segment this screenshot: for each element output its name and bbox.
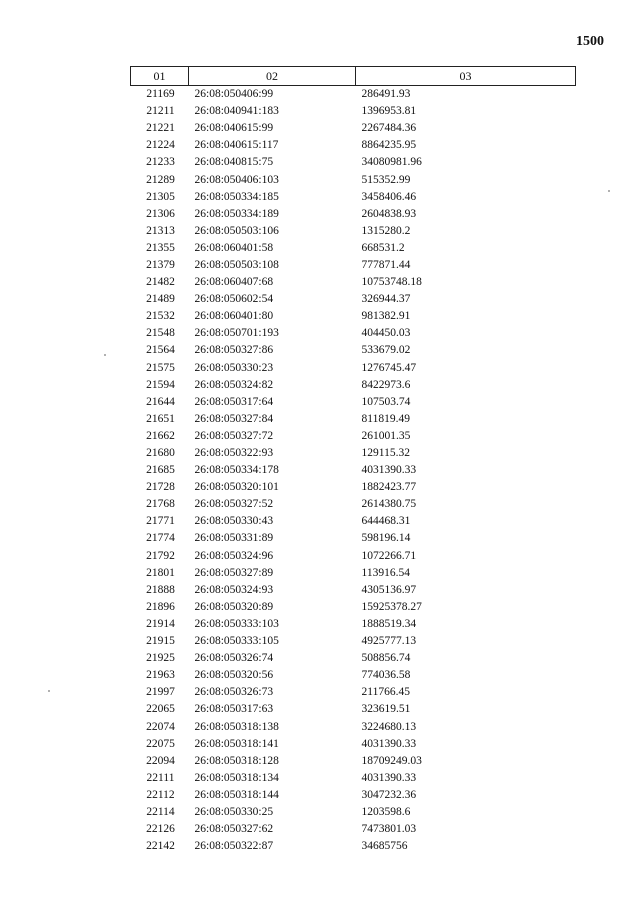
cell-value: 3047232.36 bbox=[361, 788, 417, 801]
cell-number: 21915 bbox=[146, 635, 175, 648]
cell-cadastral-id: 26:08:050503:106 bbox=[194, 224, 279, 237]
cell-value: 811819.49 bbox=[361, 412, 410, 425]
cell-number: 21224 bbox=[146, 139, 175, 152]
table-row bbox=[131, 548, 576, 565]
cell-cadastral-id: 26:08:050327:84 bbox=[194, 412, 274, 425]
cell-value: 261001.35 bbox=[361, 429, 411, 442]
cell-value: 4925777.13 bbox=[361, 635, 417, 648]
cell-cadastral-id: 26:08:050327:52 bbox=[194, 498, 274, 511]
cell-cadastral-id: 26:08:050317:64 bbox=[194, 395, 274, 408]
table-row bbox=[131, 753, 576, 770]
cell-number: 21305 bbox=[146, 190, 175, 203]
cell-cadastral-id: 26:08:050503:108 bbox=[194, 258, 279, 271]
table-row bbox=[131, 838, 576, 855]
cell-number: 21221 bbox=[146, 122, 175, 135]
cell-value: 7473801.03 bbox=[361, 823, 417, 836]
cell-value: 1276745.47 bbox=[361, 361, 417, 374]
table-row bbox=[131, 445, 576, 462]
cell-number: 21313 bbox=[146, 224, 175, 237]
table-row bbox=[131, 462, 576, 479]
table-body bbox=[131, 86, 576, 856]
table-row bbox=[131, 377, 576, 394]
cell-number: 21594 bbox=[146, 378, 175, 391]
cell-cadastral-id: 26:08:050406:103 bbox=[194, 173, 279, 186]
cell-number: 21169 bbox=[146, 88, 175, 101]
cell-number: 21771 bbox=[146, 515, 175, 528]
cell-value: 10753748.18 bbox=[361, 276, 422, 289]
cell-cadastral-id: 26:08:050322:93 bbox=[194, 447, 274, 460]
header-row bbox=[131, 67, 576, 86]
cell-number: 22065 bbox=[146, 703, 175, 716]
table-row bbox=[131, 154, 576, 171]
table-row bbox=[131, 770, 576, 787]
cell-cadastral-id: 26:08:050324:96 bbox=[194, 549, 274, 562]
cell-cadastral-id: 26:08:050318:141 bbox=[194, 737, 279, 750]
scan-speck bbox=[608, 190, 610, 192]
cell-value: 323619.51 bbox=[361, 703, 411, 716]
cell-cadastral-id: 26:08:050330:43 bbox=[194, 515, 274, 528]
table-row bbox=[131, 325, 576, 342]
table-row bbox=[131, 565, 576, 582]
table-row bbox=[131, 530, 576, 547]
cell-number: 21896 bbox=[146, 600, 175, 613]
table-row bbox=[131, 599, 576, 616]
table-row bbox=[131, 428, 576, 445]
cell-cadastral-id: 26:08:050334:185 bbox=[194, 190, 279, 203]
cell-value: 18709249.03 bbox=[361, 754, 422, 767]
cell-cadastral-id: 26:08:050317:63 bbox=[194, 703, 274, 716]
cell-cadastral-id: 26:08:050324:82 bbox=[194, 378, 274, 391]
cell-cadastral-id: 26:08:050327:89 bbox=[194, 566, 274, 579]
cell-cadastral-id: 26:08:050701:193 bbox=[194, 327, 279, 340]
table-row bbox=[131, 86, 576, 104]
cell-value: 1315280.2 bbox=[361, 224, 411, 237]
cell-number: 21774 bbox=[146, 532, 175, 545]
table-row bbox=[131, 787, 576, 804]
cell-cadastral-id: 26:08:050318:144 bbox=[194, 788, 279, 801]
table-row bbox=[131, 821, 576, 838]
cell-number: 21548 bbox=[146, 327, 175, 340]
table-row bbox=[131, 137, 576, 154]
cell-cadastral-id: 26:08:050334:178 bbox=[194, 464, 279, 477]
cell-number: 21792 bbox=[146, 549, 175, 562]
cell-number: 21379 bbox=[146, 258, 175, 271]
cell-value: 508856.74 bbox=[361, 652, 411, 665]
table-row bbox=[131, 223, 576, 240]
cell-number: 21768 bbox=[146, 498, 175, 511]
table-row bbox=[131, 479, 576, 496]
cell-value: 1203598.6 bbox=[361, 805, 411, 818]
cell-value: 107503.74 bbox=[361, 395, 411, 408]
cell-number: 21728 bbox=[146, 481, 175, 494]
cell-cadastral-id: 26:08:050318:128 bbox=[194, 754, 279, 767]
cell-cadastral-id: 26:08:050326:73 bbox=[194, 686, 274, 699]
cell-number: 22075 bbox=[146, 737, 175, 750]
cell-value: 2614380.75 bbox=[361, 498, 417, 511]
scan-speck bbox=[48, 690, 50, 692]
cell-number: 21575 bbox=[146, 361, 175, 374]
cell-cadastral-id: 26:08:050334:189 bbox=[194, 207, 279, 220]
cell-cadastral-id: 26:08:050327:86 bbox=[194, 344, 274, 357]
cell-number: 22126 bbox=[146, 823, 175, 836]
cell-value: 1396953.81 bbox=[361, 105, 417, 118]
table-row bbox=[131, 650, 576, 667]
cell-cadastral-id: 26:08:060401:58 bbox=[194, 241, 274, 254]
table-row bbox=[131, 496, 576, 513]
table-header bbox=[131, 67, 576, 86]
cell-value: 34080981.96 bbox=[361, 156, 422, 169]
cell-cadastral-id: 26:08:050320:56 bbox=[194, 669, 274, 682]
cell-number: 21888 bbox=[146, 583, 175, 596]
cell-number: 22114 bbox=[146, 805, 175, 818]
table-row bbox=[131, 718, 576, 735]
cell-number: 21355 bbox=[146, 241, 175, 254]
cell-cadastral-id: 26:08:040615:99 bbox=[194, 122, 274, 135]
cell-number: 22111 bbox=[146, 771, 175, 784]
cell-number: 21289 bbox=[146, 173, 175, 186]
cell-cadastral-id: 26:08:050333:103 bbox=[194, 617, 279, 630]
scan-speck bbox=[104, 354, 106, 356]
cell-value: 326944.37 bbox=[361, 293, 411, 306]
cell-value: 2604838.93 bbox=[361, 207, 417, 220]
cell-cadastral-id: 26:08:050324:93 bbox=[194, 583, 274, 596]
cell-cadastral-id: 26:08:040615:117 bbox=[194, 139, 279, 152]
cell-cadastral-id: 26:08:050331:89 bbox=[194, 532, 274, 545]
cell-number: 21963 bbox=[146, 669, 175, 682]
cell-value: 129115.32 bbox=[361, 447, 410, 460]
table-row bbox=[131, 360, 576, 377]
cell-number: 21482 bbox=[146, 276, 175, 289]
cell-number: 21233 bbox=[146, 156, 175, 169]
cell-value: 211766.45 bbox=[361, 686, 410, 699]
cell-number: 21644 bbox=[146, 395, 175, 408]
cell-value: 777871.44 bbox=[361, 258, 411, 271]
cell-value: 981382.91 bbox=[361, 310, 411, 323]
table-row bbox=[131, 240, 576, 257]
table-row bbox=[131, 513, 576, 530]
cell-value: 404450.03 bbox=[361, 327, 411, 340]
table-row bbox=[131, 308, 576, 325]
cell-cadastral-id: 26:08:050327:72 bbox=[194, 429, 274, 442]
cell-value: 3224680.13 bbox=[361, 720, 417, 733]
table-row bbox=[131, 291, 576, 308]
data-table-container bbox=[130, 66, 575, 855]
cell-number: 21662 bbox=[146, 429, 175, 442]
cell-value: 668531.2 bbox=[361, 241, 405, 254]
cell-number: 21685 bbox=[146, 464, 175, 477]
table-row bbox=[131, 667, 576, 684]
table-row bbox=[131, 684, 576, 701]
cell-number: 21651 bbox=[146, 412, 175, 425]
cell-cadastral-id: 26:08:040815:75 bbox=[194, 156, 274, 169]
cell-value: 515352.99 bbox=[361, 173, 411, 186]
cell-value: 3458406.46 bbox=[361, 190, 417, 203]
cell-cadastral-id: 26:08:050330:25 bbox=[194, 805, 274, 818]
cell-number: 22142 bbox=[146, 840, 175, 853]
cell-cadastral-id: 26:08:050318:134 bbox=[194, 771, 279, 784]
cell-number: 21211 bbox=[146, 105, 175, 118]
page-number: 1500 bbox=[576, 34, 604, 49]
cell-number: 21997 bbox=[146, 686, 175, 699]
header-cell-01: 01 bbox=[131, 67, 189, 86]
cell-value: 8422973.6 bbox=[361, 378, 411, 391]
cell-number: 21306 bbox=[146, 207, 175, 220]
cell-cadastral-id: 26:08:050320:101 bbox=[194, 481, 279, 494]
data-table bbox=[130, 66, 576, 855]
table-row bbox=[131, 701, 576, 718]
table-row bbox=[131, 582, 576, 599]
cell-cadastral-id: 26:08:060401:80 bbox=[194, 310, 274, 323]
cell-value: 34685756 bbox=[361, 840, 408, 853]
cell-value: 1072266.71 bbox=[361, 549, 417, 562]
cell-value: 644468.31 bbox=[361, 515, 411, 528]
cell-number: 21489 bbox=[146, 293, 175, 306]
cell-value: 598196.14 bbox=[361, 532, 411, 545]
table-row bbox=[131, 103, 576, 120]
cell-cadastral-id: 26:08:050327:62 bbox=[194, 823, 274, 836]
table-row bbox=[131, 411, 576, 428]
table-row bbox=[131, 206, 576, 223]
header-cell-02: 02 bbox=[189, 67, 356, 86]
cell-number: 21914 bbox=[146, 617, 175, 630]
cell-cadastral-id: 26:08:050326:74 bbox=[194, 652, 274, 665]
cell-value: 1882423.77 bbox=[361, 481, 417, 494]
cell-value: 4031390.33 bbox=[361, 737, 417, 750]
table-row bbox=[131, 257, 576, 274]
cell-cadastral-id: 26:08:050322:87 bbox=[194, 840, 274, 853]
cell-value: 15925378.27 bbox=[361, 600, 422, 613]
cell-cadastral-id: 26:08:050320:89 bbox=[194, 600, 274, 613]
cell-cadastral-id: 26:08:050318:138 bbox=[194, 720, 279, 733]
cell-value: 8864235.95 bbox=[361, 139, 417, 152]
table-row bbox=[131, 171, 576, 188]
table-row bbox=[131, 394, 576, 411]
cell-value: 4305136.97 bbox=[361, 583, 417, 596]
cell-value: 2267484.36 bbox=[361, 122, 417, 135]
header-cell-03: 03 bbox=[356, 67, 576, 86]
cell-number: 22074 bbox=[146, 720, 175, 733]
cell-number: 21925 bbox=[146, 652, 175, 665]
cell-cadastral-id: 26:08:050330:23 bbox=[194, 361, 274, 374]
table-row bbox=[131, 274, 576, 291]
table-row bbox=[131, 804, 576, 821]
cell-value: 4031390.33 bbox=[361, 771, 417, 784]
cell-number: 21680 bbox=[146, 447, 175, 460]
cell-value: 774036.58 bbox=[361, 669, 411, 682]
cell-value: 1888519.34 bbox=[361, 617, 417, 630]
cell-number: 22112 bbox=[146, 788, 175, 801]
cell-cadastral-id: 26:08:040941:183 bbox=[194, 105, 279, 118]
cell-value: 113916.54 bbox=[361, 566, 410, 579]
cell-value: 4031390.33 bbox=[361, 464, 417, 477]
cell-number: 21801 bbox=[146, 566, 175, 579]
table-row bbox=[131, 633, 576, 650]
table-row bbox=[131, 616, 576, 633]
table-row bbox=[131, 120, 576, 137]
cell-cadastral-id: 26:08:060407:68 bbox=[194, 276, 274, 289]
table-row bbox=[131, 342, 576, 359]
cell-number: 22094 bbox=[146, 754, 175, 767]
cell-cadastral-id: 26:08:050406:99 bbox=[194, 88, 274, 101]
cell-cadastral-id: 26:08:050333:105 bbox=[194, 635, 279, 648]
cell-number: 21532 bbox=[146, 310, 175, 323]
cell-number: 21564 bbox=[146, 344, 175, 357]
table-row bbox=[131, 736, 576, 753]
cell-cadastral-id: 26:08:050602:54 bbox=[194, 293, 274, 306]
cell-value: 533679.02 bbox=[361, 344, 411, 357]
table-row bbox=[131, 189, 576, 206]
cell-value: 286491.93 bbox=[361, 88, 411, 101]
